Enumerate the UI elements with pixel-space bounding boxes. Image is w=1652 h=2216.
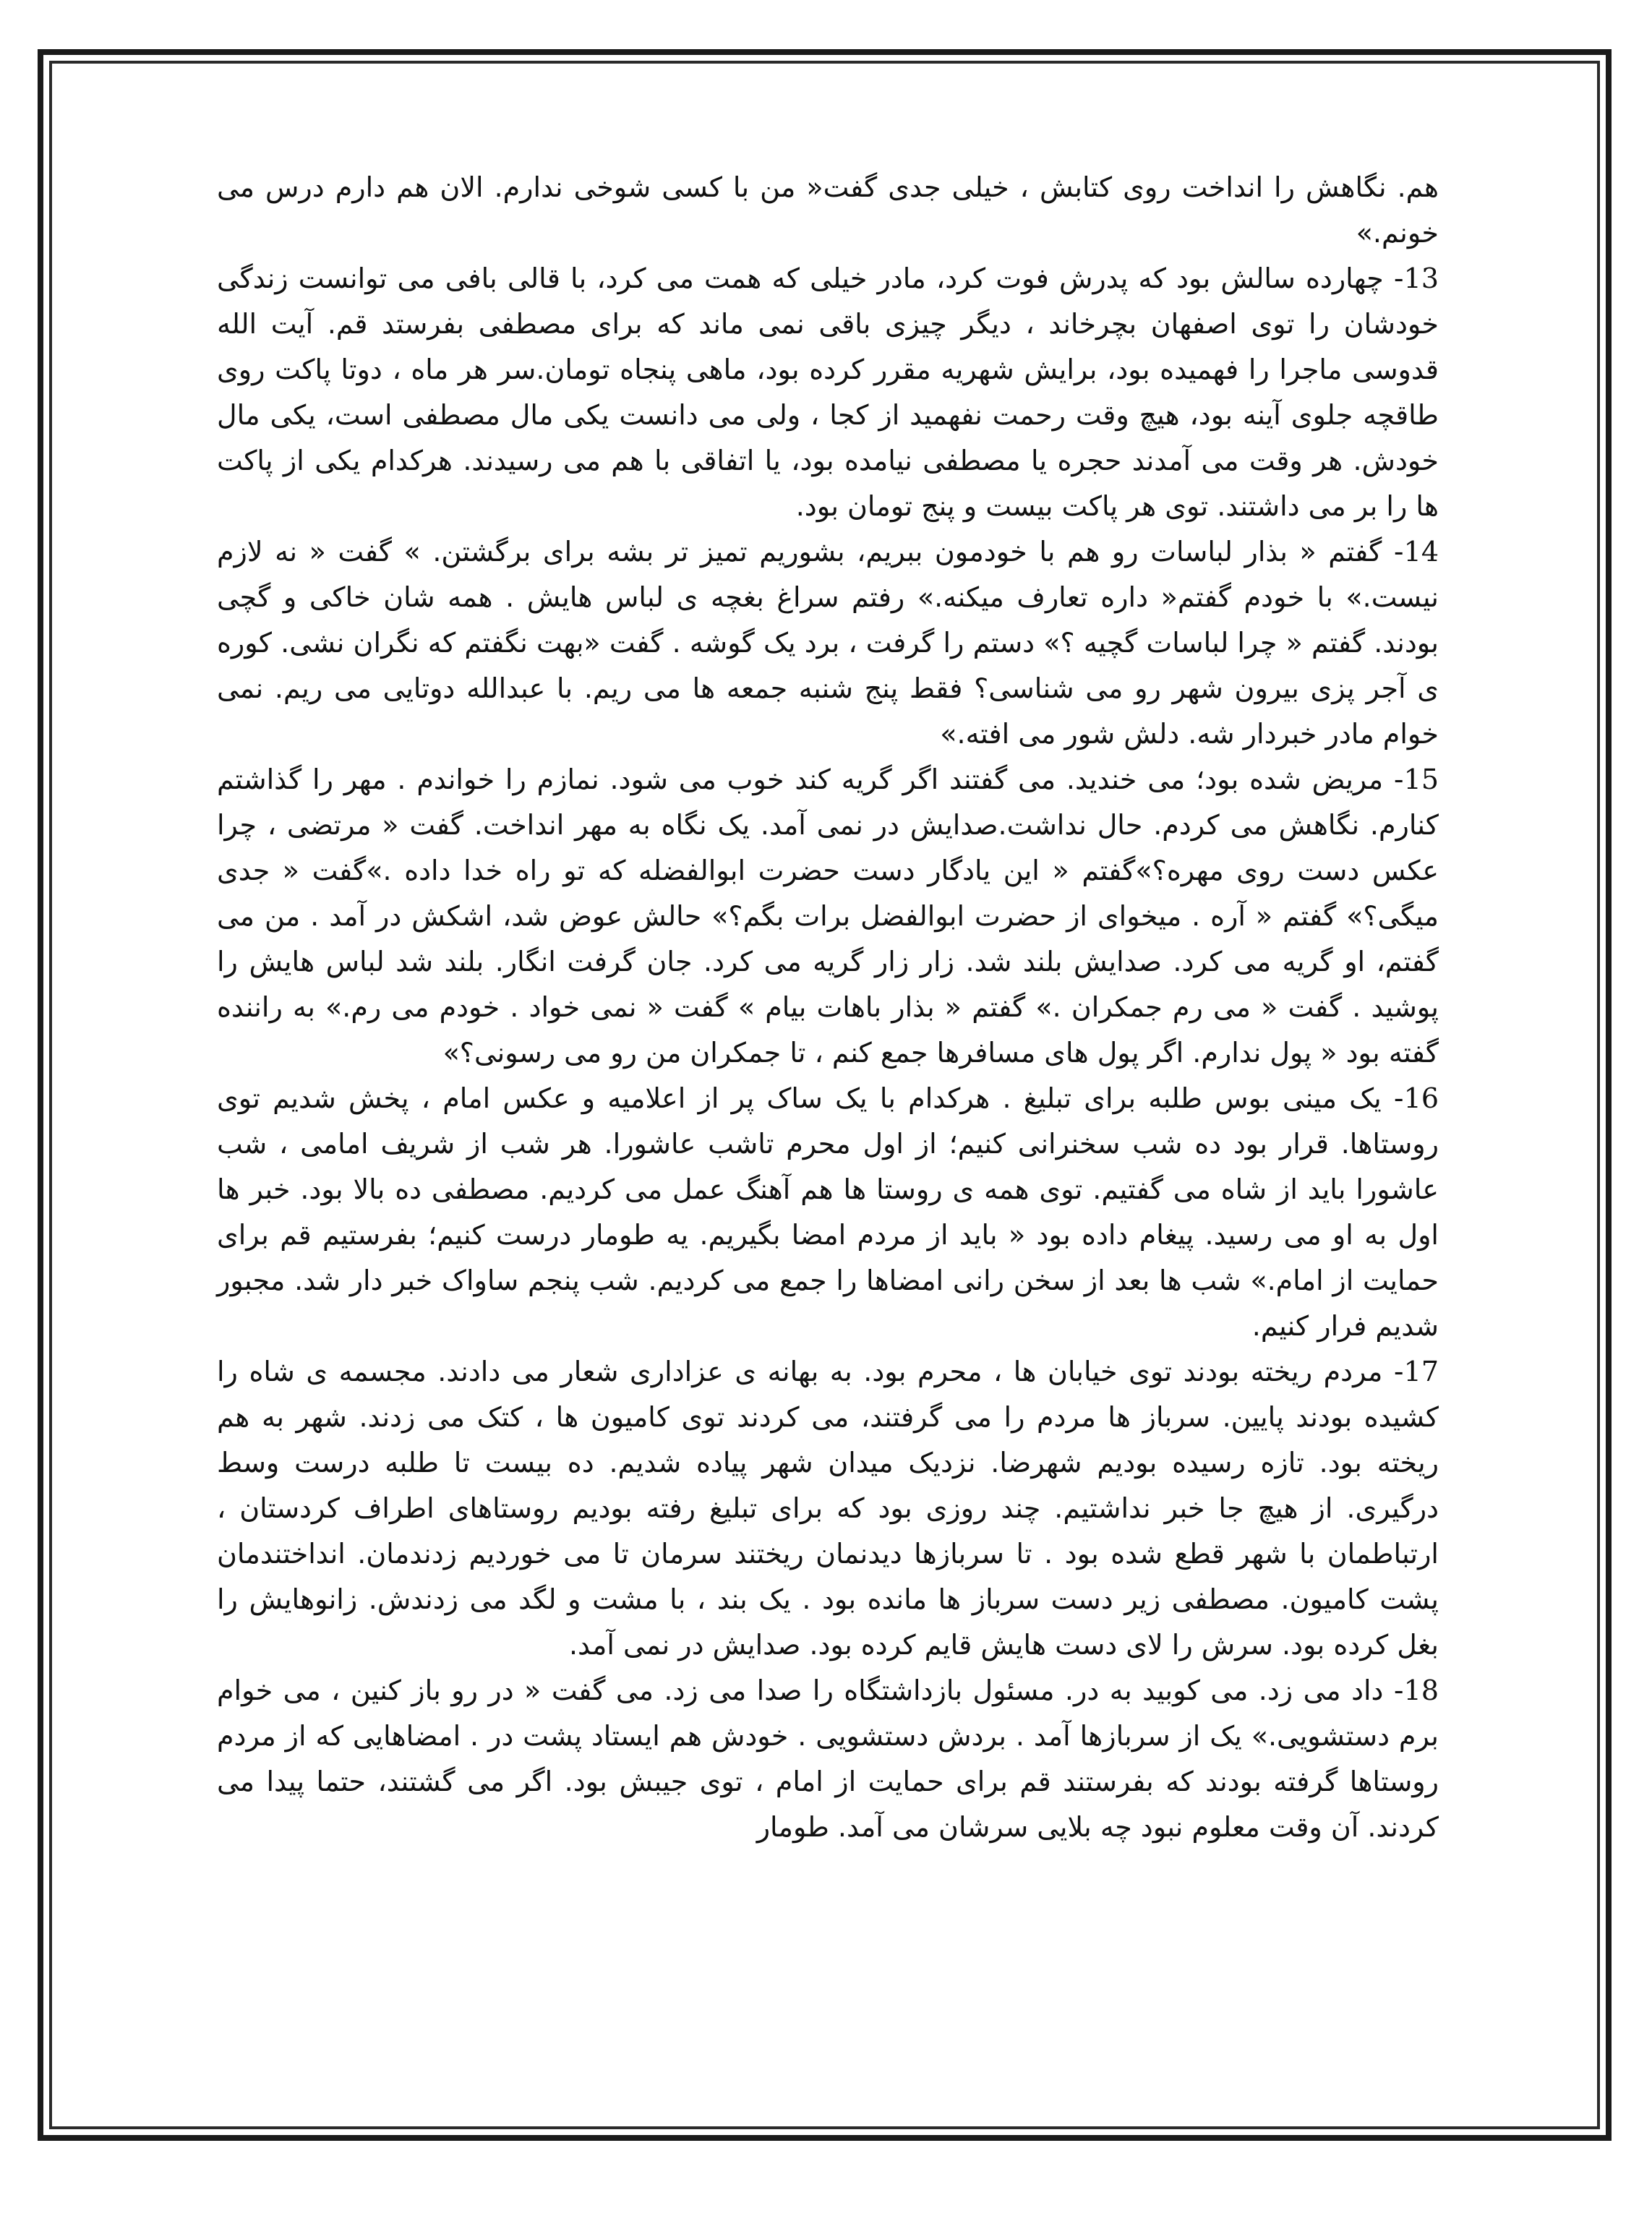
paragraph-number: 18 (1403, 1674, 1439, 1706)
paragraph-text: - داد می زد. می کوبید به در. مسئول بازداشتگاه را صدا می زد. می گفت « در رو باز کنین ، می خوام برم دستشویی.» یک از سربازها آمد . بردش دستشویی . خودش هم ایستاد پشت در . امضاهایی که از مردم روستاها گرفته بودند که بفرستند قم برای حمایت از امام ، توی جیبش بود. اگر می گشتند، حتما پیدا می کردند. آن وقت معلوم نبود چه بلایی سرشان می آمد. طومار (217, 1674, 1439, 1843)
paragraph-number: 17 (1403, 1356, 1439, 1387)
paragraph-number: 16 (1403, 1082, 1439, 1114)
paragraph-text: هم. نگاهش را انداخت روی کتابش ، خیلی جدی گفت« من با کسی شوخی ندارم. الان هم دارم درس می خونم.» (217, 171, 1439, 249)
paragraph-text: - یک مینی بوس طلبه برای تبلیغ . هرکدام با یک ساک پر از اعلامیه و عکس امام ، پخش شدیم توی روستاها. قرار بود ده شب سخنرانی کنیم؛ از اول محرم تاشب عاشورا. هر شب از شریف امامی ، شب عاشورا باید از شاه می گفتیم. توی همه ی روستا ها هم آهنگ عمل می کردیم. مصطفی ده بالا بود. خبر ها اول به او می رسید. پیغام داده بود « باید از مردم امضا بگیریم. یه طومار درست کنیم؛ بفرستیم قم برای حمایت از امام.» شب ها بعد از سخن رانی امضاها را جمع می کردیم. شب پنجم ساواک خبر دار شد. مجبور شدیم فرار کنیم. (217, 1082, 1439, 1342)
paragraph-text: - مریض شده بود؛ می خندید. می گفتند اگر گریه کند خوب می شود. نمازم را خواندم . مهر را گذاشتم کنارم. نگاهش می کردم. حال نداشت.صدایش در نمی آمد. یک نگاه به مهر انداخت. گفت « مرتضی ، چرا عکس دست روی مهره؟»گفتم « این یادگار دست حضرت ابوالفضله که تو راه خدا داده .»گفت « جدی میگی؟» گفتم « آره . میخوای از حضرت ابوالفضل برات بگم؟» حالش عوض شد، اشکش در آمد . من می گفتم، او گریه می کرد. صدایش بلند شد. زار زار گریه می کرد. جان گرفت انگار. بلند شد لباس هایش را پوشید . گفت « می رم جمکران .» گفتم « بذار باهات بیام » گفت « نمی خواد . خودم می رم.» به راننده گفته بود « پول ندارم. اگر پول های مسافرها جمع کنم ، تا جمکران من رو می رسونی؟» (217, 763, 1439, 1069)
paragraph-15 (217, 757, 1439, 1076)
paragraph-17 (217, 1349, 1439, 1668)
paragraph-16 (217, 1076, 1439, 1349)
paragraph-number: 13 (1403, 262, 1439, 294)
paragraph-13 (217, 256, 1439, 529)
document-body (217, 165, 1439, 1850)
paragraph-text: - گفتم « بذار لباسات رو هم با خودمون ببریم، بشوریم تمیز تر بشه برای برگشتن. » گفت « نه لازم نیست.» با خودم گفتم« داره تعارف میکنه.» رفتم سراغ بغچه ی لباس هایش . همه شان خاکی و گچی بودند. گفتم « چرا لباسات گچیه ؟» دستم را گرفت ، برد یک گوشه . گفت «بهت نگفتم که نگران نشی. کوره ی آجر پزی بیرون شهر رو می شناسی؟ فقط پنج شنبه جمعه ها می ریم. با عبدالله دوتایی می ریم. نمی خوام مادر خبردار شه. دلش شور می افته.» (217, 536, 1439, 750)
paragraph-text: - مردم ریخته بودند توی خیابان ها ، محرم بود. به بهانه ی عزاداری شعار می دادند. مجسمه ی شاه را کشیده بودند پایین. سرباز ها مردم را می گرفتند، می کردند توی کامیون ها ، کتک می زدند. شهر به هم ریخته بود. تازه رسیده بودیم شهرضا. نزدیک میدان شهر پیاده شدیم. ده بیست تا طلبه درست وسط درگیری. از هیچ جا خبر نداشتیم. چند روزی بود که برای تبلیغ رفته بودیم روستاهای اطراف کردستان ، ارتباطمان با شهر قطع شده بود . تا سربازها دیدنمان ریختند سرمان تا می خوردیم زدندمان. انداختندمان پشت کامیون. مصطفی زیر دست سرباز ها مانده بود . یک بند ، با مشت و لگد می زدندش. زانوهایش را بغل کرده بود. سرش را لای دست هایش قایم کرده بود. صدایش در نمی آمد. (217, 1356, 1439, 1661)
paragraph-number: 15 (1403, 763, 1439, 795)
paragraph-text: - چهارده سالش بود که پدرش فوت کرد، مادر خیلی که همت می کرد، با قالی بافی می توانست زندگی خودشان را توی اصفهان بچرخاند ، دیگر چیزی باقی نمی ماند که برای مصطفی بفرستد قم. آیت الله قدوسی ماجرا را فهمیده بود، برایش شهریه مقرر کرده بود، ماهی پنجاه تومان.سر هر ماه ، دوتا پاکت روی طاقچه جلوی آینه بود، هیچ وقت رحمت نفهمید از کجا ، ولی می دانست یکی مال مصطفی است، یکی مال خودش. هر وقت می آمدند حجره یا مصطفی نیامده بود، یا اتفاقی با هم می رسیدند. هرکدام یکی از پاکت ها را بر می داشتند. توی هر پاکت بیست و پنج تومان بود. (217, 262, 1439, 522)
paragraph-continuation (217, 165, 1439, 256)
paragraph-number: 14 (1403, 536, 1439, 568)
paragraph-14 (217, 529, 1439, 757)
paragraph-18 (217, 1668, 1439, 1850)
